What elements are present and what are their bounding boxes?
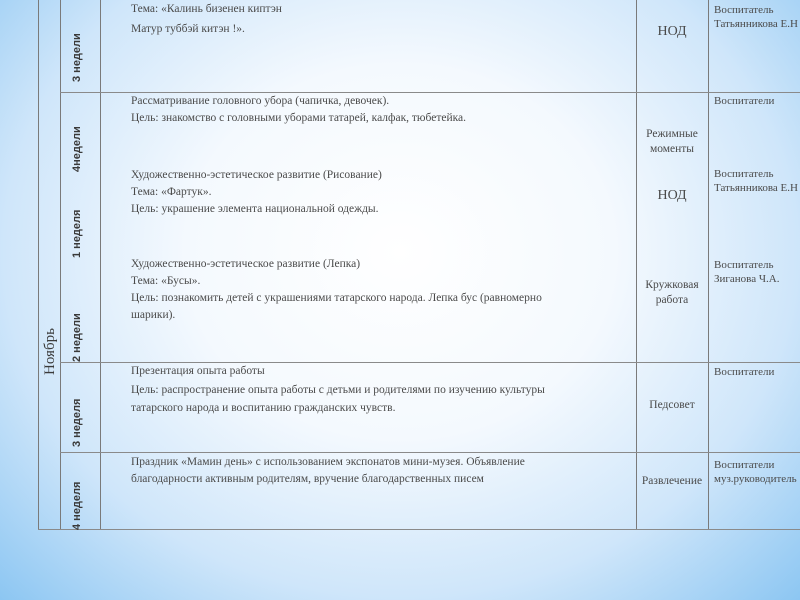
responsible-person: Зиганова Ч.А.: [714, 273, 780, 285]
activity-form: Педсовет: [649, 399, 695, 411]
table-border-form: [636, 0, 637, 530]
activity-text: Цель: распространение опыта работы с детьми и родителями по изучению культуры: [131, 384, 545, 396]
table-border-left: [38, 0, 39, 530]
activity-form: НОД: [657, 188, 687, 203]
week-label: 1 неделя: [71, 209, 83, 258]
responsible-person: Воспитатель: [714, 259, 774, 271]
responsible-person: Воспитатели: [714, 459, 775, 471]
plan-table: [38, 0, 800, 530]
activity-text: Рассматривание головного убора (чапичка, девочек).: [131, 95, 390, 107]
activity-text: шарики).: [131, 309, 176, 321]
activity-form: НОД: [657, 24, 687, 39]
week-label: 3 неделя: [71, 398, 83, 447]
activity-text: Презентация опыта работы: [131, 365, 265, 377]
table-border-week: [100, 0, 101, 530]
activity-text: Праздник «Мамин день» с использованием экспонатов мини-музея. Объявление: [131, 456, 525, 468]
activity-text: Тема: «Бусы».: [131, 275, 201, 287]
activity-text: Цель: познакомить детей с украшениями татарского народа. Лепка бус (равномерно: [131, 292, 542, 304]
week-label: 4недели: [71, 126, 83, 172]
responsible-person: Воспитатель: [714, 168, 774, 180]
week-label: 2 недели: [71, 313, 83, 362]
responsible-person: муз.руководитель: [714, 473, 797, 485]
responsible-person: Воспитатель: [714, 4, 774, 16]
activity-text: Художественно-эстетическое развитие (Рисование): [131, 169, 382, 181]
activity-text: благодарности активным родителям, вручение благодарственных писем: [131, 473, 484, 485]
table-bottom: [38, 529, 800, 530]
table-border-month: [60, 0, 61, 530]
activity-text: Тема: «Калинь бизенен киптэн: [131, 3, 282, 15]
activity-text: Цель: знакомство с головными уборами татарей, калфак, тюбетейка.: [131, 112, 467, 124]
activity-text: Художественно-эстетическое развитие (Лепка): [131, 258, 361, 270]
activity-form: Кружковая работа: [645, 279, 699, 306]
activity-text: татарского народа и воспитанию гражданских чувств.: [131, 402, 396, 414]
week-label: 3 недели: [71, 33, 83, 82]
activity-text: Цель: украшение элемента национальной одежды.: [131, 203, 379, 215]
month-label: Ноябрь: [42, 328, 58, 375]
activity-form: Развлечение: [641, 475, 703, 487]
week-label: 4 неделя: [71, 481, 83, 530]
row-divider: [60, 452, 800, 453]
activity-text: Тема: «Фартук».: [131, 186, 212, 198]
responsible-person: Татьянникова Е.Н: [714, 18, 798, 30]
responsible-person: Воспитатели: [714, 95, 775, 107]
table-border-resp: [708, 0, 709, 530]
responsible-person: Воспитатели: [714, 366, 775, 378]
activity-form: Режимные моменты: [646, 128, 698, 155]
responsible-person: Татьянникова Е.Н: [714, 182, 798, 194]
row-divider: [60, 92, 800, 93]
activity-text: Матур туббэй китэн !».: [131, 23, 245, 35]
row-divider: [60, 362, 800, 363]
